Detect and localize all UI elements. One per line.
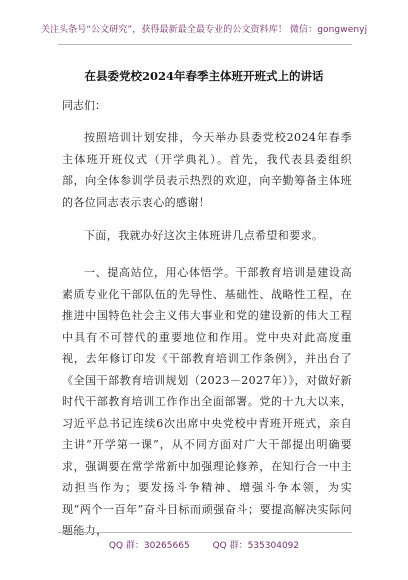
paragraph-transition: 下面，我就办好这次主体班讲几点希望和要求。 bbox=[84, 229, 324, 242]
footer-divider bbox=[58, 532, 352, 533]
header-divider bbox=[58, 44, 352, 45]
paragraph-point-one: 一、提高站位，用心体悟学。干部教育培训是建设高素质专业化干部队伍的先导性、基础性、战略性工程，在推进中国特色社会主义伟大事业和党的建设新的伟大工程中具有不可替代的重要地位和作用。党中央对此高度重视，去年修订印发《干部教育培训工作条例》，并出台了《全国干部教育培训规划（2023－2027年）》，对做好新时代干部教育培训工作作出全面部署。党的十九大以来，习近平总书记连续6次出席中央党校中青班开班式，亲自主讲“开学第一课”，从不同方面对广大干部提出明确要求，强调要在常学常新中加强理论修养，在知行合一中主动担当作为；要发扬斗争精神、增强斗争本领，为实现“两个一百年”奋斗目标而顽强奋斗；要提高解决实际问题能力， bbox=[62, 266, 352, 537]
header-banner: 关注头条号“公文研究”，获得最新最全最专业的公文资料库！ 微信：gongwenyj bbox=[40, 25, 368, 35]
footer-qq-group-2: QQ 群：535304092 bbox=[212, 541, 300, 551]
paragraph-opening: 按照培训计划安排，今天举办县委党校2024年春季主体班开班仪式（开学典礼）。首先，我代表县委组织部，向全体参训学员表示热烈的欢迎，向辛勤筹备主体班的各位同志表示衷心的感谢！ bbox=[62, 131, 352, 209]
footer-qq-group-1: QQ 群：30265665 bbox=[108, 541, 190, 551]
footer bbox=[0, 538, 408, 551]
salutation: 同志们： bbox=[62, 99, 106, 112]
document-title: 在县委党校2024年春季主体班开班式上的讲话 bbox=[84, 69, 324, 83]
